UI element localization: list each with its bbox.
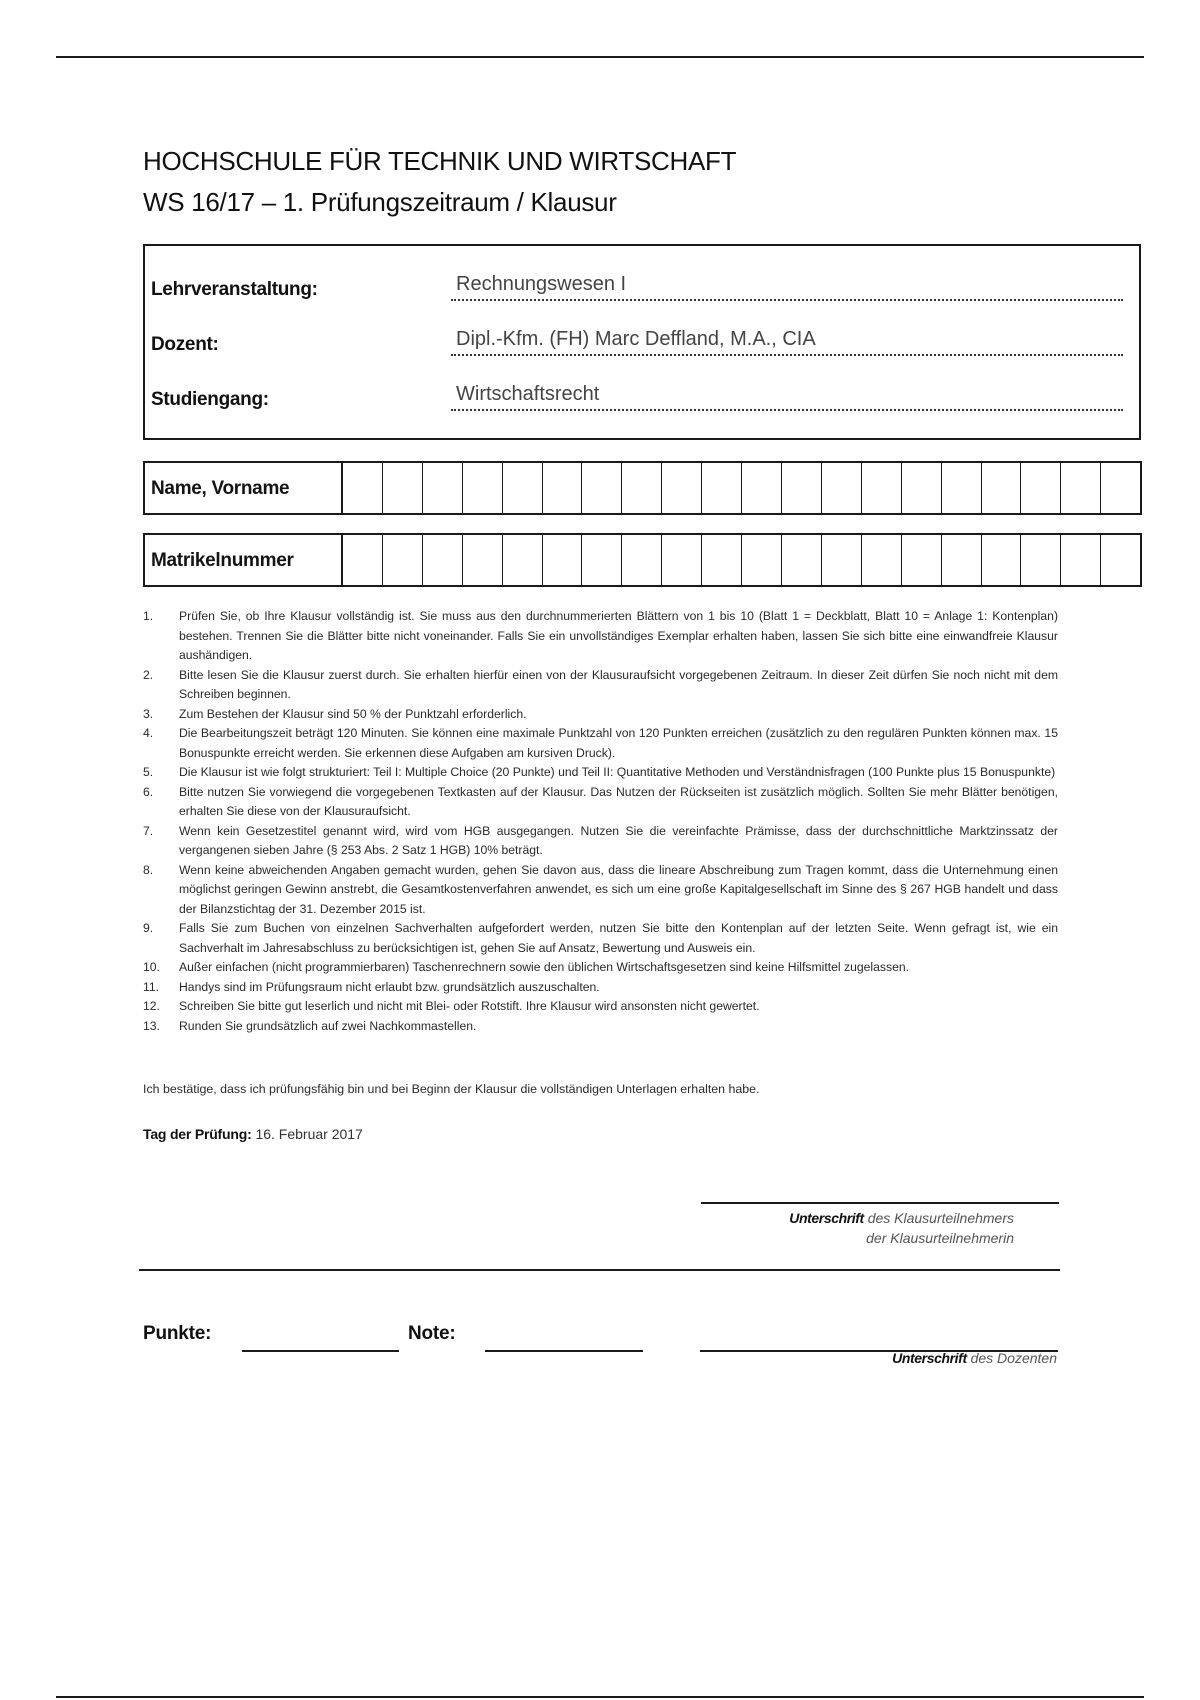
matrikel-box[interactable] <box>662 535 702 585</box>
instruction-text: Die Klausur ist wie folgt strukturiert: Teil I: Multiple Choice (20 Punkte) und Teil II: Quantitative Methoden und Verständnisfragen (100 Punkte plus 15 Bonuspunkte) <box>179 765 1056 779</box>
name-box[interactable] <box>702 463 742 513</box>
instruction-number: 13. <box>143 1018 160 1033</box>
name-box[interactable] <box>423 463 463 513</box>
name-box[interactable] <box>503 463 543 513</box>
instruction-text: Bitte lesen Sie die Klausur zuerst durch. Sie erhalten hierfür einen von der Klausuraufsicht vorgegebenen Zeitraum. In dieser Zeit dürfen Sie noch nicht mit dem Schreiben beginnen. <box>179 667 1058 701</box>
instructions-list <box>143 607 1058 1036</box>
matrikel-box[interactable] <box>543 535 583 585</box>
name-box[interactable] <box>942 463 982 513</box>
instruction-number: 12. <box>143 999 160 1013</box>
matrikel-box[interactable] <box>1021 535 1061 585</box>
lecturer-signature-rest: des Dozenten <box>966 1350 1057 1366</box>
instruction-item <box>143 997 1058 1017</box>
instruction-number: 1. <box>143 609 154 623</box>
instruction-number: 11. <box>143 979 160 994</box>
student-signature-strong: Unterschrift <box>789 1210 864 1226</box>
grade-label: Note: <box>408 1323 456 1344</box>
matrikel-box[interactable] <box>463 535 503 585</box>
exam-date <box>143 1126 363 1142</box>
matrikel-box[interactable] <box>822 535 862 585</box>
name-box[interactable] <box>902 463 942 513</box>
instruction-text: Runden Sie grundsätzlich auf zwei Nachkommastellen. <box>179 1018 477 1033</box>
matrikel-box[interactable] <box>343 535 383 585</box>
program-label: Studiengang: <box>151 389 269 410</box>
matrikel-box[interactable] <box>503 535 543 585</box>
instruction-item <box>143 822 1058 861</box>
instruction-number: 4. <box>143 726 154 740</box>
instruction-text: Prüfen Sie, ob Ihre Klausur vollständig ist. Sie muss aus den durchnummerierten Blättern von 1 bis 10 (Blatt 1 = Deckblatt, Blatt 10 = Anlage 1: Kontenplan) bestehen. Trennen Sie die Blätter bitte nicht voneinander. Falls Sie ein unvollständiges Exemplar erhalten haben, lassen Sie sich bitte eine einwandfreie Klausur aushändigen. <box>179 609 1058 662</box>
instruction-number: 3. <box>143 706 154 721</box>
matrikel-box[interactable] <box>902 535 942 585</box>
instruction-number: 5. <box>143 765 154 779</box>
instruction-item <box>143 724 1058 763</box>
instruction-text: Handys sind im Prüfungsraum nicht erlaubt bzw. grundsätzlich auszuschalten. <box>179 979 600 994</box>
name-box[interactable] <box>463 463 503 513</box>
institution-title: HOCHSCHULE FÜR TECHNIK UND WIRTSCHAFT <box>143 146 737 176</box>
matrikel-label: Matrikelnummer <box>145 535 343 585</box>
student-signature-line[interactable] <box>701 1202 1059 1204</box>
program-value: Wirtschaftsrecht <box>451 377 1123 411</box>
instruction-item <box>143 607 1058 666</box>
instruction-number: 6. <box>143 784 154 799</box>
student-signature-caption <box>789 1208 1014 1248</box>
name-box[interactable] <box>782 463 822 513</box>
instruction-item <box>143 666 1058 705</box>
matrikel-box[interactable] <box>1061 535 1101 585</box>
instruction-item <box>143 783 1058 822</box>
instruction-number: 9. <box>143 921 154 935</box>
exam-date-label: Tag der Prüfung: <box>143 1126 252 1142</box>
instruction-number: 8. <box>143 862 154 877</box>
matrikel-box[interactable] <box>702 535 742 585</box>
instruction-item <box>143 763 1058 783</box>
matrikel-box[interactable] <box>942 535 982 585</box>
name-box[interactable] <box>1021 463 1061 513</box>
instruction-text: Falls Sie zum Buchen von einzelnen Sachverhalten aufgefordert werden, nutzen Sie bitte den Kontenplan auf der letzten Seite. Wenn gefragt ist, wie ein Sachverhalt im Jahresabschluss zu berücksichtigen ist, gehen Sie auf Ansatz, Bewertung und Ausweis ein. <box>179 921 1058 955</box>
points-label: Punkte: <box>143 1323 212 1344</box>
instruction-number: 7. <box>143 823 154 838</box>
name-box[interactable] <box>582 463 622 513</box>
instruction-text: Schreiben Sie bitte gut leserlich und nicht mit Blei- oder Rotstift. Ihre Klausur wird ansonsten nicht gewertet. <box>179 999 760 1013</box>
grade-field[interactable] <box>485 1350 643 1352</box>
instruction-number: 2. <box>143 667 154 682</box>
student-signature-rest: des Klausurteilnehmers <box>863 1210 1014 1226</box>
instruction-item <box>143 861 1058 920</box>
name-box[interactable] <box>1101 463 1140 513</box>
matrikel-box[interactable] <box>982 535 1022 585</box>
program-row <box>145 377 1139 417</box>
name-box[interactable] <box>822 463 862 513</box>
instruction-text: Zum Bestehen der Klausur sind 50 % der Punktzahl erforderlich. <box>179 706 527 721</box>
instruction-item <box>143 1017 1058 1037</box>
name-box[interactable] <box>862 463 902 513</box>
matrikel-field <box>143 533 1142 587</box>
instruction-item <box>143 705 1058 725</box>
instruction-text: Außer einfachen (nicht programmierbaren) Taschenrechnern sowie den üblichen Wirtschaftsgesetzen sind keine Hilfsmittel zugelassen. <box>179 960 910 974</box>
name-box[interactable] <box>622 463 662 513</box>
matrikel-box[interactable] <box>622 535 662 585</box>
course-label: Lehrveranstaltung: <box>151 279 318 300</box>
course-value: Rechnungswesen I <box>451 267 1123 301</box>
lecturer-signature-caption <box>892 1350 1057 1366</box>
student-signature-line2: der Klausurteilnehmerin <box>866 1230 1014 1246</box>
matrikel-box[interactable] <box>582 535 622 585</box>
course-info-box <box>143 244 1141 440</box>
exam-date-value: 16. Februar 2017 <box>255 1126 363 1142</box>
instruction-item <box>143 978 1058 998</box>
matrikel-boxes[interactable] <box>343 535 1140 585</box>
name-box[interactable] <box>1061 463 1101 513</box>
matrikel-box[interactable] <box>383 535 423 585</box>
name-box[interactable] <box>383 463 423 513</box>
instruction-item <box>143 919 1058 958</box>
name-box[interactable] <box>343 463 383 513</box>
name-box[interactable] <box>982 463 1022 513</box>
course-row <box>145 267 1139 307</box>
instruction-item <box>143 958 1058 978</box>
exam-period-title: WS 16/17 – 1. Prüfungszeitraum / Klausur <box>143 187 617 217</box>
name-label: Name, Vorname <box>145 463 343 513</box>
lecturer-value: Dipl.-Kfm. (FH) Marc Deffland, M.A., CIA <box>451 322 1123 356</box>
matrikel-box[interactable] <box>423 535 463 585</box>
name-box[interactable] <box>662 463 702 513</box>
instruction-text: Wenn kein Gesetzestitel genannt wird, wird vom HGB ausgegangen. Nutzen Sie die vereinfachte Prämisse, dass der durchschnittliche Marktzinssatz der vergangenen sieben Jahre (§ 253 Abs. 2 Satz 1 HGB) 10% beträgt. <box>179 823 1058 857</box>
instruction-text: Bitte nutzen Sie vorwiegend die vorgegebenen Textkasten auf der Klausur. Das Nutzen der Rückseiten ist zusätzlich möglich. Sollten Sie mehr Blätter benötigen, erhalten Sie diese von der Klausuraufsicht. <box>179 784 1058 818</box>
instruction-text: Die Bearbeitungszeit beträgt 120 Minuten. Sie können eine maximale Punktzahl von 120 Punkten erreichen (zusätzlich zu den regulären Punkten können max. 15 Bonuspunkte erreicht werden. Sie erkennen diese Aufgaben am kursiven Druck). <box>179 726 1058 760</box>
matrikel-box[interactable] <box>1101 535 1140 585</box>
points-field[interactable] <box>242 1350 399 1352</box>
matrikel-box[interactable] <box>782 535 822 585</box>
lecturer-row <box>145 322 1139 362</box>
section-separator <box>139 1269 1060 1271</box>
name-field <box>143 461 1142 515</box>
name-box[interactable] <box>543 463 583 513</box>
bottom-rule <box>56 1696 1144 1698</box>
matrikel-box[interactable] <box>862 535 902 585</box>
lecturer-signature-strong: Unterschrift <box>892 1350 967 1366</box>
name-boxes[interactable] <box>343 463 1140 513</box>
name-box[interactable] <box>742 463 782 513</box>
top-rule <box>56 56 1144 58</box>
instruction-text: Wenn keine abweichenden Angaben gemacht wurden, gehen Sie davon aus, dass die lineare Abschreibung zum Tragen kommt, dass die Unternehmung einen möglichst geringen Gewinn anstrebt, die Gesamtkostenverfahren anwendet, es sich um eine große Kapitalgesellschaft im Sinne des § 267 HGB handelt und dass der Bilanzstichtag der 31. Dezember 2015 ist. <box>179 862 1058 916</box>
instruction-number: 10. <box>143 960 160 974</box>
confirmation-statement: Ich bestätige, dass ich prüfungsfähig bin und bei Beginn der Klausur die vollständigen Unterlagen erhalten habe. <box>143 1082 760 1096</box>
matrikel-box[interactable] <box>742 535 782 585</box>
lecturer-label: Dozent: <box>151 334 219 355</box>
